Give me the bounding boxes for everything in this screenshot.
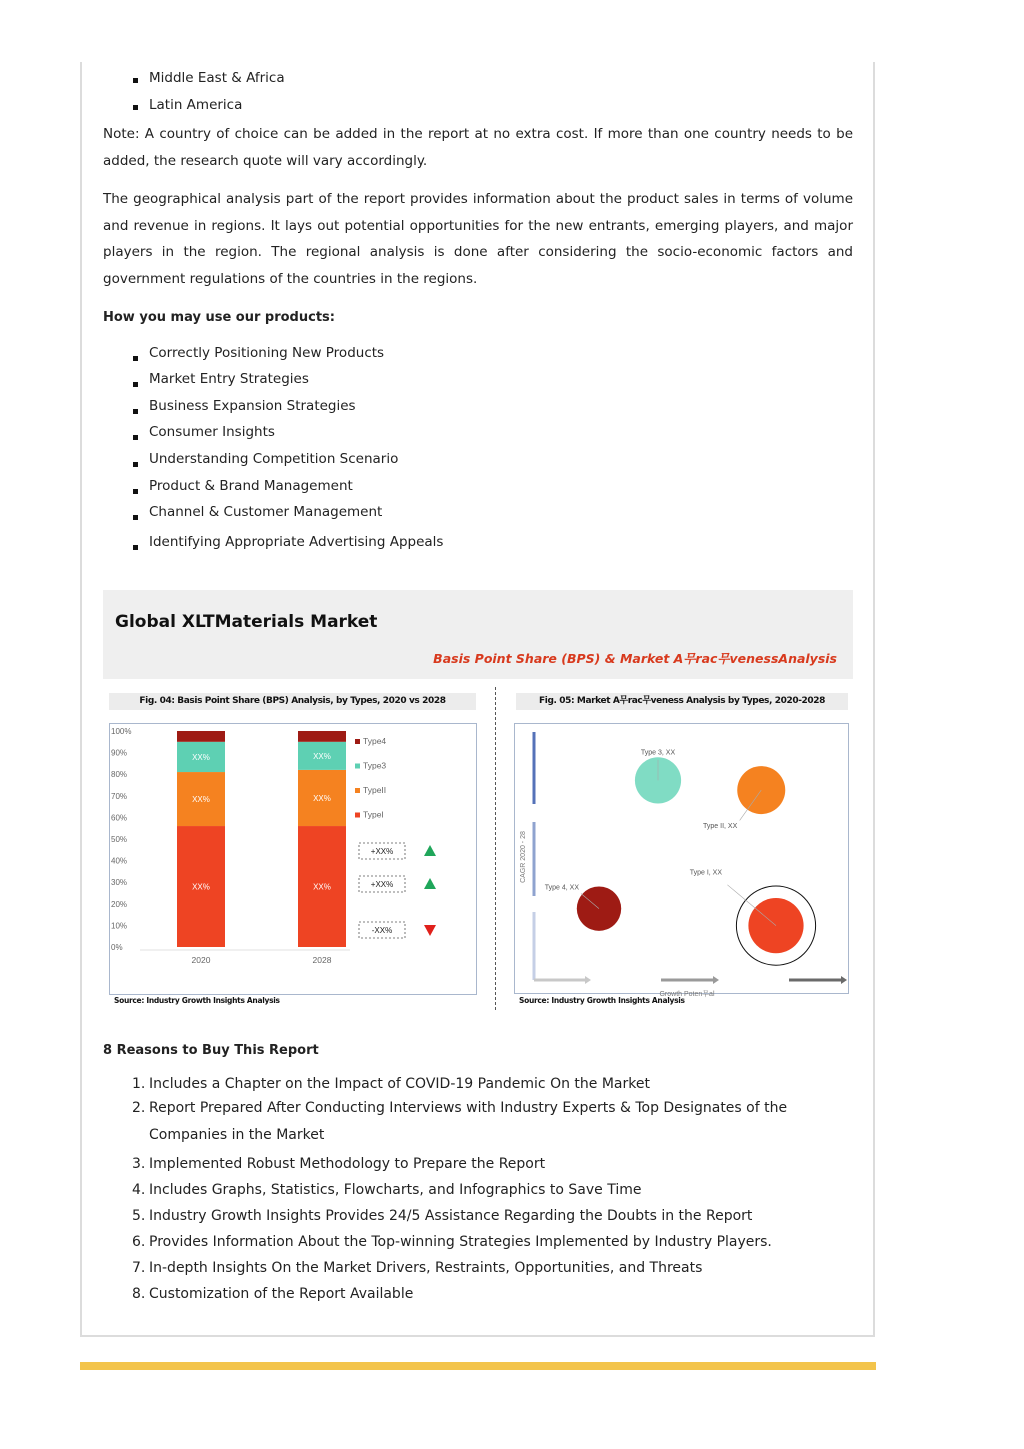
bar-data-label: XX%	[313, 793, 331, 803]
note-paragraph: Note: A country of choice can be added in the report at no extra cost. If more than one country needs to be added, the research quote will vary accordingly.	[103, 126, 853, 169]
reason-item: 3. Implemented Robust Methodology to Prepare the Report	[132, 1156, 546, 1172]
reason-item: 7. In-depth Insights On the Market Drivers, Restraints, Opportunities, and Threats	[132, 1260, 703, 1276]
list-item-use: Identifying Appropriate Advertising Appeals	[149, 534, 444, 550]
legend-swatch	[355, 764, 360, 769]
bar-segment-type4	[298, 731, 346, 742]
list-item-use: Consumer Insights	[149, 424, 275, 440]
reason-item: 1. Includes a Chapter on the Impact of COVID-19 Pandemic On the Market	[132, 1076, 650, 1092]
bubble-label: Type 3, XX	[640, 749, 676, 757]
list-item-region: Latin America	[149, 97, 243, 113]
bps-change-label: +XX%	[370, 880, 394, 889]
x-tick-label: 2028	[312, 955, 332, 965]
bar-data-label: XX%	[313, 882, 331, 892]
bubble-point	[577, 886, 621, 930]
fig05-caption: Fig. 05: Market A무rac무veness Analysis by Types, 2020-2028	[516, 693, 848, 710]
reason-text: Implemented Robust Methodology to Prepare the Report	[149, 1156, 546, 1172]
bar-data-label: XX%	[192, 752, 210, 762]
triangle-up-icon	[424, 845, 436, 856]
list-item-use: Understanding Competition Scenario	[149, 451, 399, 467]
reason-item: 2. Report Prepared After Conducting Interviews with Industry Experts & Top Designates of the Companies in the Market	[132, 1100, 788, 1143]
figure-divider	[495, 687, 496, 1010]
legend-swatch	[355, 739, 360, 744]
x-axis-arrow-icon	[841, 976, 847, 984]
reason-item: 4. Includes Graphs, Statistics, Flowcharts, and Infographics to Save Time	[132, 1182, 642, 1198]
legend-swatch	[355, 788, 360, 793]
reason-text: Report Prepared After Conducting Interviews with Industry Experts & Top Designates of the Companies in the Market	[149, 1100, 788, 1143]
reasons-heading: 8 Reasons to Buy This Report	[103, 1043, 319, 1058]
x-axis-arrow-icon	[713, 976, 719, 984]
legend-label: TypeI	[363, 809, 384, 820]
page-footer-bar	[80, 1362, 876, 1370]
list-item-use: Product & Brand Management	[149, 478, 353, 494]
reason-text: Industry Growth Insights Provides 24/5 Assistance Regarding the Doubts in the Report	[149, 1208, 753, 1224]
reason-text: Includes a Chapter on the Impact of COVID-19 Pandemic On the Market	[149, 1076, 650, 1092]
y-tick-label: 20%	[111, 899, 128, 909]
x-axis-title: Growth Poten무al	[659, 991, 715, 998]
bar-data-label: XX%	[192, 795, 210, 805]
bubble-label: Type I, XX	[689, 869, 722, 877]
reason-item: 6. Provides Information About the Top-winning Strategies Implemented by Industry Players.	[132, 1234, 772, 1250]
banner-subtitle: Basis Point Share (BPS) & Market A무rac무venessAnalysis	[433, 651, 837, 666]
triangle-up-icon	[424, 878, 436, 889]
bubble-label: Type 4, XX	[544, 884, 579, 892]
reason-text: In-depth Insights On the Market Drivers, Restraints, Opportunities, and Threats	[149, 1260, 703, 1276]
reason-item: 5. Industry Growth Insights Provides 24/5 Assistance Regarding the Doubts in the Report	[132, 1208, 753, 1224]
bps-change-label: -XX%	[371, 926, 393, 935]
y-tick-label: 40%	[111, 856, 128, 866]
fig04-source: Source: Industry Growth Insights Analysis	[114, 996, 280, 1005]
list-item-use: Channel & Customer Management	[149, 504, 383, 520]
list-item-use: Correctly Positioning New Products	[149, 345, 385, 361]
reason-text: Customization of the Report Available	[149, 1286, 414, 1302]
y-tick-label: 70%	[111, 791, 128, 801]
y-tick-label: 10%	[111, 921, 128, 931]
fig04-chart-box	[109, 723, 477, 995]
legend-label: Type4	[363, 736, 387, 746]
bar-segment-type4	[177, 731, 225, 742]
y-axis-title: CAGR 2020 - 28	[520, 831, 527, 883]
bar-data-label: XX%	[192, 882, 210, 892]
bubble-label: Type II, XX	[703, 823, 738, 831]
y-tick-label: 30%	[111, 878, 128, 888]
fig05-source: Source: Industry Growth Insights Analysis	[519, 996, 685, 1005]
bar-data-label: XX%	[313, 751, 331, 761]
reason-text: Includes Graphs, Statistics, Flowcharts, and Infographics to Save Time	[149, 1182, 642, 1198]
market-banner	[103, 590, 853, 679]
y-tick-label: 50%	[111, 835, 128, 844]
y-tick-label: 90%	[111, 748, 128, 758]
fig04-caption: Fig. 04: Basis Point Share (BPS) Analysis, by Types, 2020 vs 2028	[109, 693, 476, 710]
x-axis-arrow-icon	[585, 976, 591, 984]
triangle-down-icon	[424, 925, 436, 936]
use-heading: How you may use our products:	[103, 310, 335, 325]
fig05-chart-box	[514, 723, 849, 998]
x-tick-label: 2020	[191, 955, 211, 965]
reason-text: Provides Information About the Top-winning Strategies Implemented by Industry Players.	[149, 1234, 772, 1250]
list-item-region: Middle East & Africa	[149, 70, 285, 86]
attractiveness-bubble-chart	[515, 724, 848, 998]
legend-label: Type3	[363, 760, 387, 771]
y-tick-label: 80%	[111, 770, 128, 780]
legend-label: TypeII	[363, 785, 387, 795]
y-tick-label: 0%	[111, 943, 123, 952]
bps-change-label: +XX%	[370, 847, 394, 856]
y-tick-label: 60%	[111, 813, 128, 823]
reason-item: 8. Customization of the Report Available	[132, 1286, 414, 1302]
list-item-use: Market Entry Strategies	[149, 371, 309, 387]
y-tick-label: 100%	[111, 727, 132, 736]
banner-title: Global XLTMaterials Market	[115, 612, 378, 632]
bps-stacked-bar-chart	[110, 724, 476, 994]
legend-swatch	[355, 813, 360, 818]
list-item-use: Business Expansion Strategies	[149, 398, 356, 414]
geo-paragraph: The geographical analysis part of the report provides information about the product sales in terms of volume and revenue in regions. It lays out potential opportunities for the new entrants, emerging players, and major players in the region. The regional analysis is done after considering the socio-economic factors and government regulations of the countries in the regions.	[103, 191, 853, 288]
